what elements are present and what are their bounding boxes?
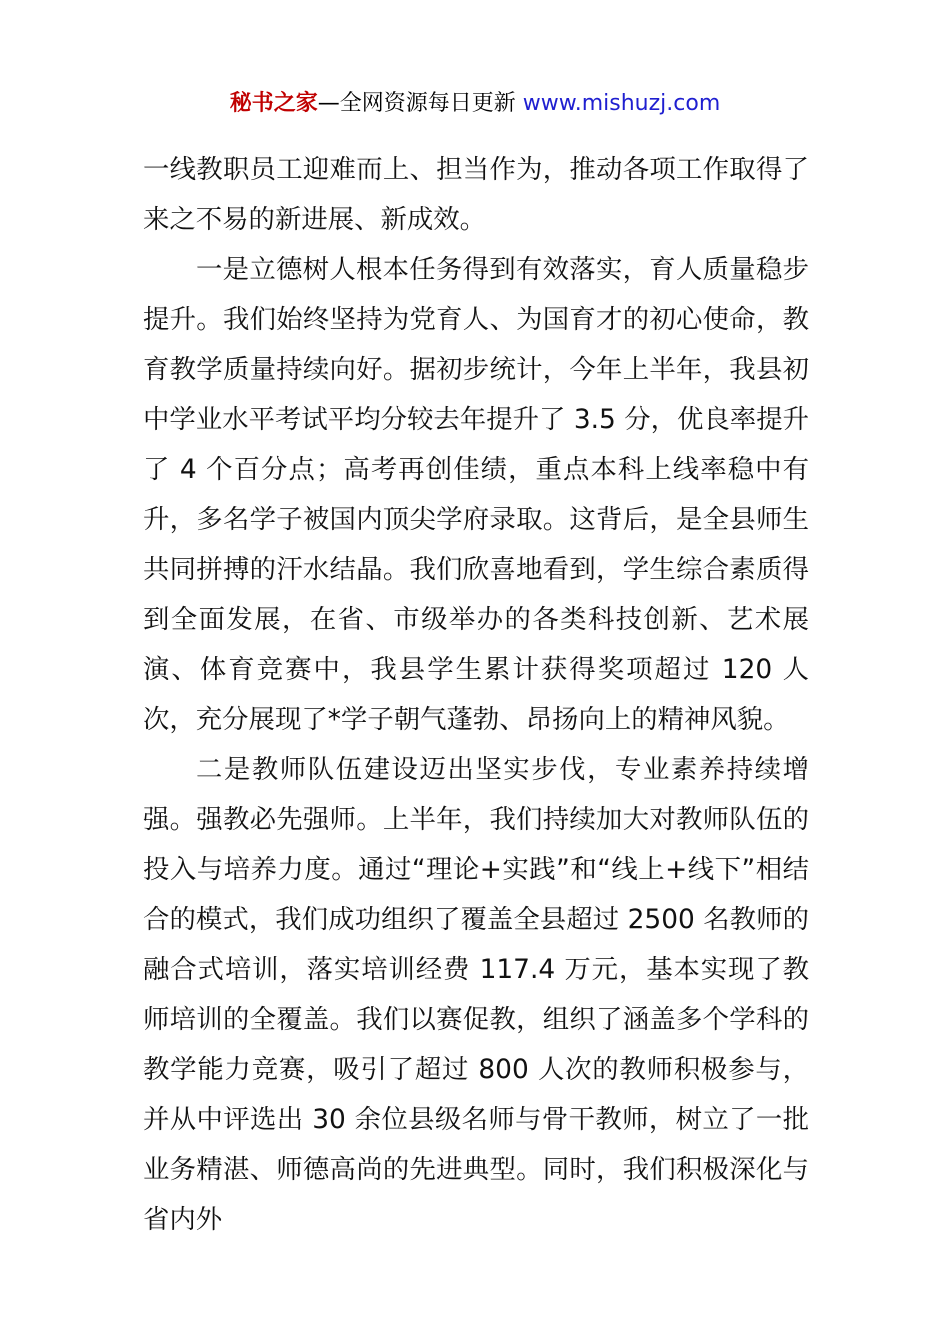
site-tagline: —全网资源每日更新 — [317, 91, 523, 116]
document-body — [143, 145, 809, 1245]
site-header — [0, 88, 950, 120]
site-url-link[interactable]: www.mishuzj.com — [522, 91, 721, 116]
paragraph-continuation: 一线教职员工迎难而上、担当作为，推动各项工作取得了来之不易的新进展、新成效。 — [143, 154, 809, 235]
paragraph-teacher-team: 二是教师队伍建设迈出坚实步伐，专业素养持续增强。强教必先强师。上半年，我们持续加大对教师队伍的投入与培养力度。通过“理论+实践”和“线上+线下”相结合的模式，我们成功组织了覆盖全县超过 2500 名教师的融合式培训，落实培训经费 117.4 万元，基本实现了教师培训的全覆盖。我们以赛促教，组织了涵盖多个学科的教学能力竞赛，吸引了超过 800 人次的教师积极参与，并从中评选出 30 余位县级名师与骨干教师，树立了一批业务精湛、师德高尚的先进典型。同时，我们积极深化与省内外 — [143, 754, 809, 1235]
paragraph-moral-education: 一是立德树人根本任务得到有效落实，育人质量稳步提升。我们始终坚持为党育人、为国育才的初心使命，教育教学质量持续向好。据初步统计，今年上半年，我县初中学业水平考试平均分较去年提升了 3.5 分，优良率提升了 4 个百分点；高考再创佳绩，重点本科上线率稳中有升，多名学子被国内顶尖学府录取。这背后，是全县师生共同拼搏的汗水结晶。我们欣喜地看到，学生综合素质得到全面发展，在省、市级举办的各类科技创新、艺术展演、体育竞赛中，我县学生累计获得奖项超过 120 人次，充分展现了*学子朝气蓬勃、昂扬向上的精神风貌。 — [143, 254, 809, 735]
site-brand: 秘书之家 — [229, 91, 318, 116]
